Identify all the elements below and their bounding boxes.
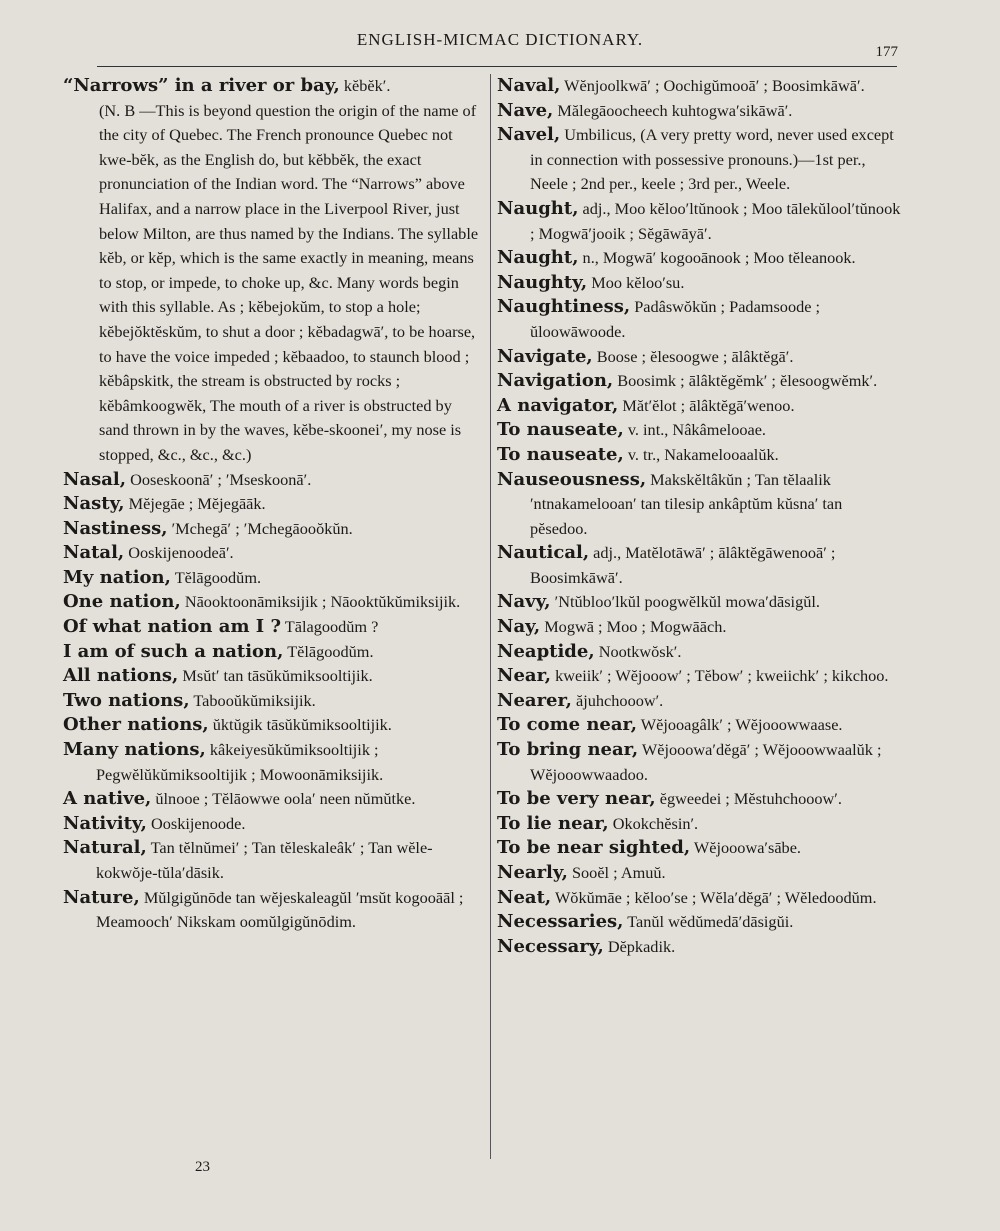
entry-headword: Navy, [497, 591, 551, 613]
entry-headword: To be near sighted, [497, 837, 691, 859]
entry-definition: Okokchĕsin′. [612, 813, 699, 833]
entry-definition: Nootkwŏsk′. [598, 641, 682, 661]
dictionary-entry [63, 492, 485, 517]
dictionary-entry [63, 787, 485, 812]
entry-headword: Naughty, [497, 271, 588, 293]
entry-headword: Natural, [63, 837, 147, 859]
entry-headword: To lie near, [497, 812, 609, 834]
entry-definition: Wŏkŭmāe ; kĕloo′se ; Wĕla′dĕgā′ ; Wĕledoodŭm. [554, 887, 877, 907]
page-number: 177 [875, 44, 898, 60]
dictionary-entry [63, 640, 485, 665]
entry-headword: Nauseousness, [497, 468, 647, 490]
entry-definition: ′Mchegā′ ; ′Mchegāooŏkŭn. [171, 518, 353, 538]
entry-headword: Nasal, [63, 468, 127, 490]
entry-headword: Nasty, [63, 493, 125, 515]
dictionary-entry [497, 664, 902, 689]
entry-headword: Nature, [63, 886, 140, 908]
entry-definition: kâkeiyesŭkŭmiksooltijik ; Pegwĕlŭkŭmiksooltijik ; Mowoonāmiksijik. [96, 740, 384, 784]
left-column [63, 74, 485, 935]
entry-definition: Msŭt′ tan tāsŭkŭmiksooltijik. [182, 666, 373, 686]
dictionary-entry [63, 517, 485, 542]
entry-headword: Neaptide, [497, 640, 595, 662]
entry-headword: Two nations, [63, 689, 190, 711]
column-divider [490, 74, 491, 1159]
dictionary-entry [497, 861, 902, 886]
entry-headword: My nation, [63, 566, 171, 588]
dictionary-entry [63, 590, 485, 615]
entry-headword: To nauseate, [497, 443, 624, 465]
entry-headword: I am of such a nation, [63, 640, 284, 662]
dictionary-entry [63, 713, 485, 738]
entry-definition: Tan tĕlnŭmei′ ; Tan tĕleskaleâk′ ; Tan wĕle-kokwŏje-tŭla′dāsik. [96, 838, 433, 882]
entry-headword: One nation, [63, 591, 181, 613]
entry-headword: Naughtiness, [497, 296, 631, 318]
entry-definition: Dĕpkadik. [607, 936, 676, 956]
entry-definition: ŭlnooe ; Tĕlāowwe oola′ neen nŭmŭtke. [155, 789, 416, 809]
entry-definition: Moo kĕloo′su. [591, 272, 685, 292]
entry-headword: Of what nation am I ? [63, 616, 281, 638]
right-column [497, 74, 902, 959]
dictionary-entry [497, 197, 902, 246]
entry-headword: To bring near, [497, 739, 639, 761]
dictionary-entry [63, 689, 485, 714]
entry-headword: Naught, [497, 247, 579, 269]
entry-definition: Wĕjooowa′sābe. [693, 838, 801, 858]
dictionary-entry [497, 271, 902, 296]
signature-mark: 23 [195, 1159, 210, 1175]
entry-definition: Ooskijenoodeā′. [128, 543, 234, 563]
dictionary-entry [497, 541, 902, 590]
entry-definition: Tālagoodŭm ? [284, 617, 379, 637]
entry-definition: Boosimk ; ālâktĕgĕmk′ ; ĕlesoogwĕmk′. [617, 371, 878, 391]
entry-definition: Mŭlgigŭnōde tan wĕjeskaleagŭl ′msŭt kogooāāl ; Meamooch′ Nikskam oomŭlgigŭnōdim. [96, 887, 464, 932]
entry-headword: Nautical, [497, 542, 590, 564]
dictionary-entry [63, 886, 485, 935]
entry-definition: Ooseskoonā′ ; ′Mseskoonā′. [130, 469, 312, 489]
entry-definition: Mălegāoocheech kuhtogwa′sikāwā′. [557, 100, 793, 120]
entry-headword: Neat, [497, 886, 552, 908]
entry-definition: Makskĕltâkŭn ; Tan tĕlaalik ′ntnakamelooan′ tan tilesip ankâptŭm kŭsna′ tan pĕsedoo. [530, 469, 843, 538]
entry-definition: Padâswŏkŭn ; Padamsoode ; ŭloowāwoode. [530, 297, 821, 341]
dictionary-entry [497, 590, 902, 615]
entry-definition: v. int., Nâkâmelooae. [627, 420, 767, 440]
entry-headword: A navigator, [497, 394, 619, 416]
entry-definition: Wĕnjoolkwā′ ; Oochigŭmooā′ ; Boosimkāwā′. [564, 76, 865, 95]
dictionary-entry [497, 738, 902, 787]
entry-headword: Nave, [497, 99, 554, 121]
dictionary-entry [497, 295, 902, 344]
entry-definition: Măt′ĕlot ; ālâktĕgā′wenoo. [622, 395, 795, 415]
dictionary-entry [497, 812, 902, 837]
dictionary-entry [497, 123, 902, 197]
dictionary-entry [497, 640, 902, 665]
entry-definition: Tabooŭkŭmiksijik. [193, 690, 316, 710]
dictionary-entry [63, 468, 485, 493]
entry-headword: Navigation, [497, 370, 614, 392]
entry-definition: Nāooktoonāmiksijik ; Nāooktŭkŭmiksijik. [184, 592, 461, 612]
dictionary-entry [497, 369, 902, 394]
dictionary-entry [497, 787, 902, 812]
entry-headword: Navel, [497, 124, 561, 146]
entry-definition: kweiik′ ; Wĕjooow′ ; Tĕbow′ ; kweiichk′ ; kikchoo. [555, 666, 889, 686]
entry-definition: Boose ; ĕlesoogwe ; ālâktĕgā′. [596, 346, 794, 366]
dictionary-entry [497, 689, 902, 714]
entry-definition: Sooĕl ; Amuŭ. [571, 863, 666, 882]
entry-headword: A native, [63, 788, 152, 810]
dictionary-entry [497, 418, 902, 443]
entry-definition: kĕbĕk′. [343, 76, 391, 95]
dictionary-entry [63, 836, 485, 885]
narrows-note: (N. B —This is beyond question the origin of the name of the city of Quebec. The French pronounce Quebec not kwe-bĕk, as the English do, but kĕbbĕk, the exact pronunciation of the Indian word. The “Narrows” above Halifax, and a narrow place in the Liverpool River, just below Milton, are thus named by the Indians. The syllable kĕb, or kĕp, which is the same exactly in meaning, means to stop, or impede, to choke up, &c. Many words begin with this syllable. As ; kĕbejokŭm, to stop a hole; kĕbejŏktĕskŭm, to shut a door ; kĕbadagwā′, to be hoarse, to have the voice impeded ; kĕbaadoo, to staunch blood ; kĕbâpskitk, the stream is obstructed by rocks ; kĕbâmkoogwĕk, The mouth of a river is obstructed by sand thrown in by the waves, kĕbe-skoonei′, my nose is stopped, &c., &c., &c.) [99, 100, 479, 464]
dictionary-entry [63, 615, 485, 640]
entry-definition: Tanŭl wĕdŭmedā′dāsigŭi. [627, 912, 794, 932]
entry-definition: Tĕlāgoodŭm. [287, 641, 374, 661]
running-title: ENGLISH-MICMAC DICTIONARY. [356, 30, 644, 49]
dictionary-entry [497, 615, 902, 640]
entry-definition: Tĕlāgoodŭm. [174, 567, 262, 587]
dictionary-entry [497, 443, 902, 468]
dictionary-entry [63, 812, 485, 837]
entry-headword: Near, [497, 665, 552, 687]
entry-definition: v. tr., Nakamelooaalŭk. [627, 444, 779, 464]
entry-definition: Ooskijenoode. [150, 813, 246, 833]
dictionary-entry [63, 541, 485, 566]
entry-definition: ŭktŭgik tāsŭkŭmiksooltijik. [212, 715, 392, 735]
dictionary-entry [497, 99, 902, 124]
entry-definition: Mĕjegāe ; Mĕjegāāk. [128, 494, 266, 514]
entry-headword: Naval, [497, 75, 561, 96]
dictionary-entry [497, 836, 902, 861]
entry-headword: “Narrows” in a river or bay, [63, 75, 340, 96]
entry-definition: n., Mogwā′ kogooānook ; Moo tĕleanook. [582, 248, 856, 268]
entry-headword: Nearly, [497, 862, 568, 883]
dictionary-entry [63, 664, 485, 689]
entry-headword: Nativity, [63, 812, 147, 834]
entry-headword: Necessaries, [497, 911, 624, 933]
dictionary-entry [63, 738, 485, 787]
entry-definition: ′Ntŭbloo′lkŭl poogwĕlkŭl mowa′dāsigŭl. [554, 592, 820, 612]
entry-definition: Wĕjooowa′dĕgā′ ; Wĕjooowwaalŭk ; Wĕjooowwaadoo. [530, 740, 882, 784]
entry-headword: Nastiness, [63, 517, 168, 539]
entry-headword: To come near, [497, 714, 637, 736]
entry-definition: Mogwā ; Moo ; Mogwāāch. [544, 617, 727, 637]
dictionary-entry [63, 566, 485, 591]
entry-headword: To nauseate, [497, 419, 624, 441]
entry-definition: ăjuhchooow′. [576, 690, 664, 710]
dictionary-entry [497, 713, 902, 738]
header-rule [97, 66, 897, 67]
dictionary-entry [497, 886, 902, 911]
entry-headword: Other nations, [63, 714, 209, 736]
entry-definition: adj., Moo kĕloo′ltŭnook ; Moo tālekŭlool′tŭnook ; Mogwā′jooik ; Sĕgāwāyā′. [530, 198, 901, 243]
entry-headword: Navigate, [497, 345, 593, 367]
entry-definition: adj., Matĕlotāwā′ ; ālâktĕgāwenooā′ ; Boosimkāwā′. [530, 543, 836, 587]
entry-headword: Natal, [63, 542, 125, 564]
entry-definition: ĕgweedei ; Mĕstuhchooow′. [659, 789, 842, 809]
dictionary-entry [497, 910, 902, 935]
dictionary-entry [497, 468, 902, 542]
entry-headword: Nearer, [497, 689, 572, 711]
dictionary-entry [497, 394, 902, 419]
dictionary-entry [497, 345, 902, 370]
entry-headword: Nay, [497, 616, 541, 638]
entry-headword: Necessary, [497, 935, 604, 957]
dictionary-entry [497, 935, 902, 960]
entry-definition: Umbilicus, (A very pretty word, never used except in connection with possessive pronouns.)—1st per., Neele ; 2nd per., keele ; 3rd per., Weele. [530, 125, 894, 194]
entry-headword: Naught, [497, 197, 579, 219]
entry-headword: To be very near, [497, 788, 656, 810]
dictionary-entry [497, 74, 902, 99]
entry-headword: All nations, [63, 665, 179, 687]
dictionary-entry [63, 74, 485, 468]
entry-headword: Many nations, [63, 739, 206, 761]
entry-definition: Wĕjooagâlk′ ; Wĕjooowwaase. [640, 715, 843, 735]
dictionary-entry [497, 246, 902, 271]
